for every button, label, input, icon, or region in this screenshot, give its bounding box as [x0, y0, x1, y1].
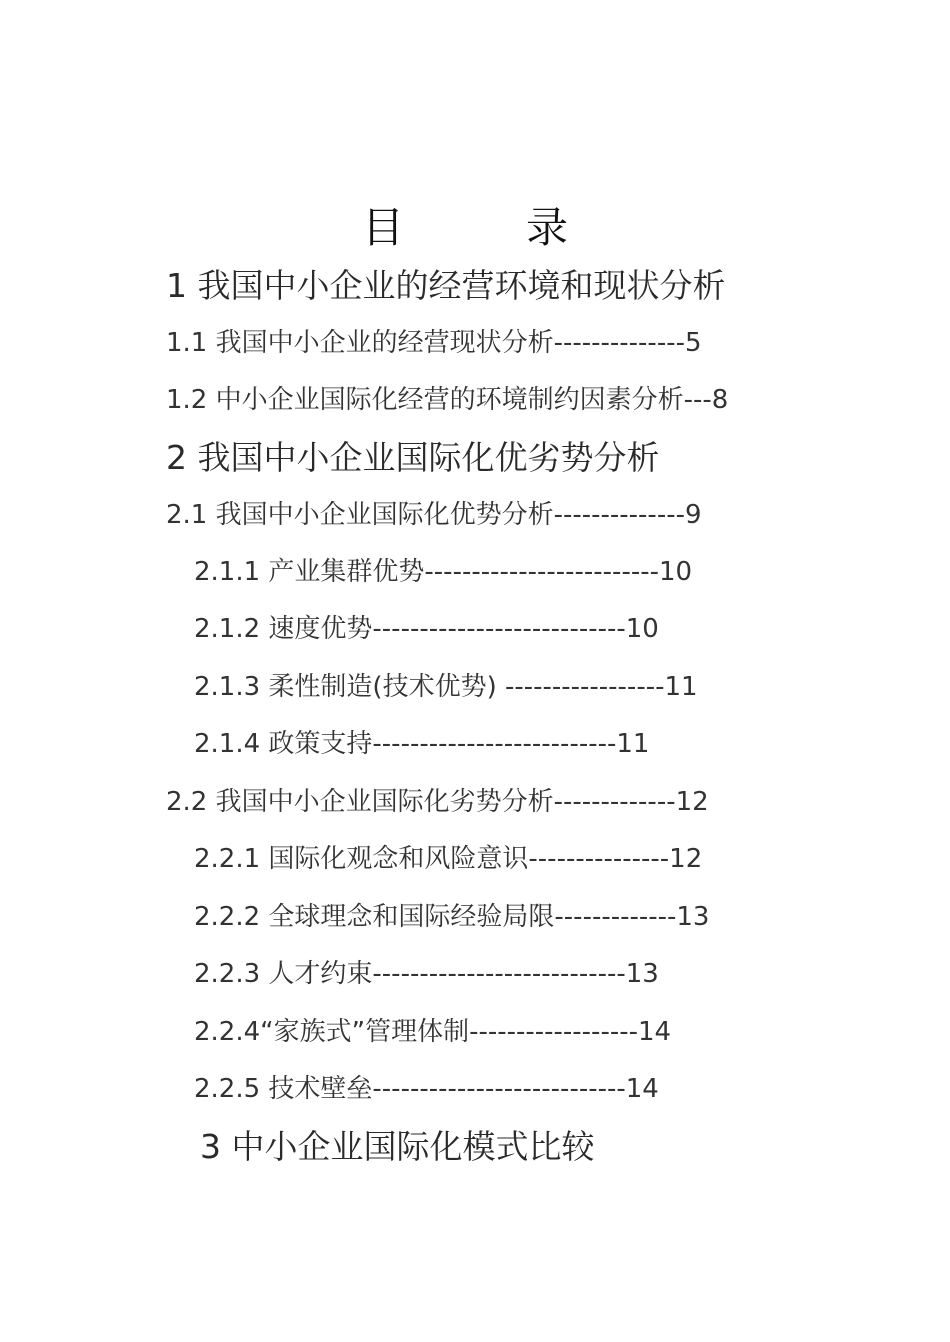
toc-entry-1-1[interactable]: 1.1 我国中小企业的经营现状分析--------------5	[166, 328, 702, 358]
toc-entry-chapter-1[interactable]: 1 我国中小企业的经营环境和现状分析	[166, 266, 726, 305]
toc-entry-2-1-3[interactable]: 2.1.3 柔性制造(技术优势) -----------------11	[194, 672, 698, 702]
toc-entry-chapter-3[interactable]: 3 中小企业国际化模式比较	[200, 1127, 595, 1166]
toc-title: 目 录	[361, 203, 608, 252]
toc-entry-2-2[interactable]: 2.2 我国中小企业国际化劣势分析-------------12	[166, 787, 709, 817]
toc-entry-1-2[interactable]: 1.2 中小企业国际化经营的环境制约因素分析---8	[166, 385, 729, 415]
toc-entry-2-2-1[interactable]: 2.2.1 国际化观念和风险意识---------------12	[194, 844, 703, 874]
toc-entry-2-1-4[interactable]: 2.1.4 政策支持--------------------------11	[194, 729, 650, 759]
toc-entry-2-2-2[interactable]: 2.2.2 全球理念和国际经验局限-------------13	[194, 902, 710, 932]
toc-entry-2-2-5[interactable]: 2.2.5 技术壁垒---------------------------14	[194, 1074, 659, 1104]
toc-entry-2-1-1[interactable]: 2.1.1 产业集群优势-------------------------10	[194, 557, 693, 587]
toc-entry-2-2-3[interactable]: 2.2.3 人才约束---------------------------13	[194, 959, 659, 989]
toc-entry-2-1[interactable]: 2.1 我国中小企业国际化优势分析--------------9	[166, 500, 702, 530]
toc-entry-2-1-2[interactable]: 2.1.2 速度优势---------------------------10	[194, 614, 659, 644]
toc-entry-2-2-4[interactable]: 2.2.4“家族式”管理体制------------------14	[194, 1017, 672, 1047]
toc-entry-chapter-2[interactable]: 2 我国中小企业国际化优劣势分析	[166, 438, 660, 477]
